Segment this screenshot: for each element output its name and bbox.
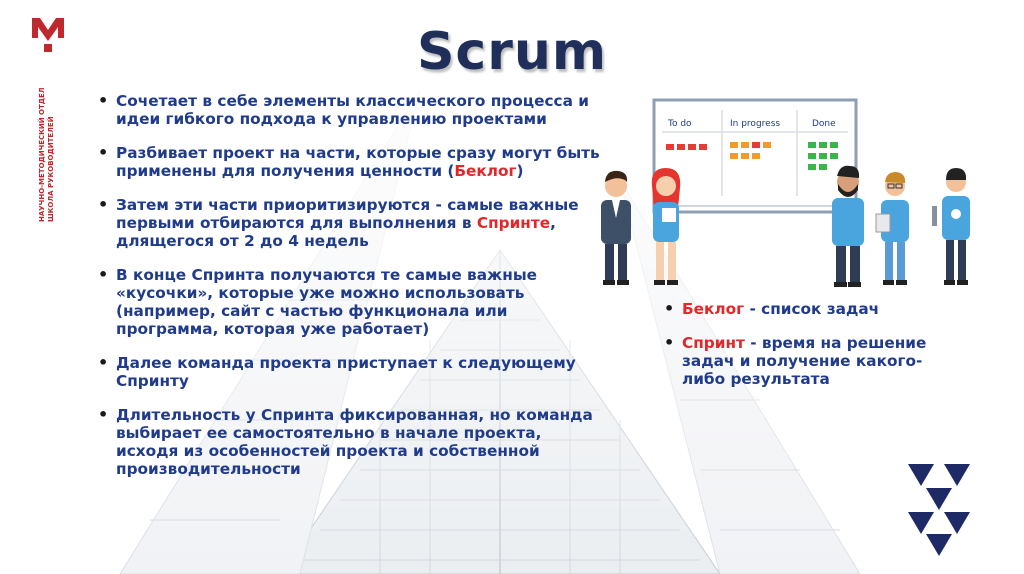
backlog-term: Беклог bbox=[454, 162, 517, 180]
org-line-1: НАУЧНО-МЕТОДИЧЕСКИЙ ОТДЕЛ bbox=[38, 87, 46, 222]
bullet-item: • Далее команда проекта приступает к следующему Спринту bbox=[92, 354, 602, 390]
definition-sprint: • Спринт - время на решение задач и получение какого-либо результата bbox=[660, 334, 960, 388]
bullet-item: • Сочетает в себе элементы классического процесса и идеи гибкого подхода к управлению проектами bbox=[92, 92, 602, 128]
main-bullet-list bbox=[92, 92, 602, 478]
slide-title: Scrum bbox=[416, 22, 608, 82]
bullet-item: • Разбивает проект на части, которые сразу могут быть применены для получения ценности (Беклог) bbox=[92, 144, 602, 180]
scrum-team-illustration bbox=[592, 96, 992, 288]
person-engineer-icon bbox=[932, 168, 970, 285]
definition-backlog: • Беклог - список задач bbox=[660, 300, 960, 318]
person-woman-icon bbox=[652, 168, 680, 285]
definitions-list bbox=[660, 300, 960, 388]
org-line-2: ШКОЛА РУКОВОДИТЕЛЕЙ bbox=[47, 116, 55, 222]
bullet-item: • Длительность у Спринта фиксированная, но команда выбирает ее самостоятельно в начале проекта, исходя из особенностей проекта и собственной производительности bbox=[92, 406, 602, 478]
person-manager-icon bbox=[601, 171, 631, 285]
board-col-todo: To do bbox=[668, 119, 692, 129]
board-col-inprogress: In progress bbox=[730, 119, 781, 129]
board-col-done: Done bbox=[812, 119, 836, 129]
sprint-term: Спринте bbox=[476, 214, 551, 232]
org-name-vertical bbox=[38, 72, 56, 222]
bullet-item: • Затем эти части приоритизируются - самые важные первыми отбираются для выполнения в Спринте, длящегося от 2 до 4 недель bbox=[92, 196, 602, 250]
definition-term: Беклог bbox=[682, 300, 745, 318]
bullet-item: • В конце Спринта получаются те самые важные «кусочки», которые уже можно использовать (например, сайт с частью функционала или программа, которая уже работает) bbox=[92, 266, 602, 338]
triangles-decoration-icon bbox=[908, 464, 980, 556]
person-glasses-icon bbox=[876, 172, 909, 285]
definition-term: Спринт bbox=[682, 334, 745, 352]
